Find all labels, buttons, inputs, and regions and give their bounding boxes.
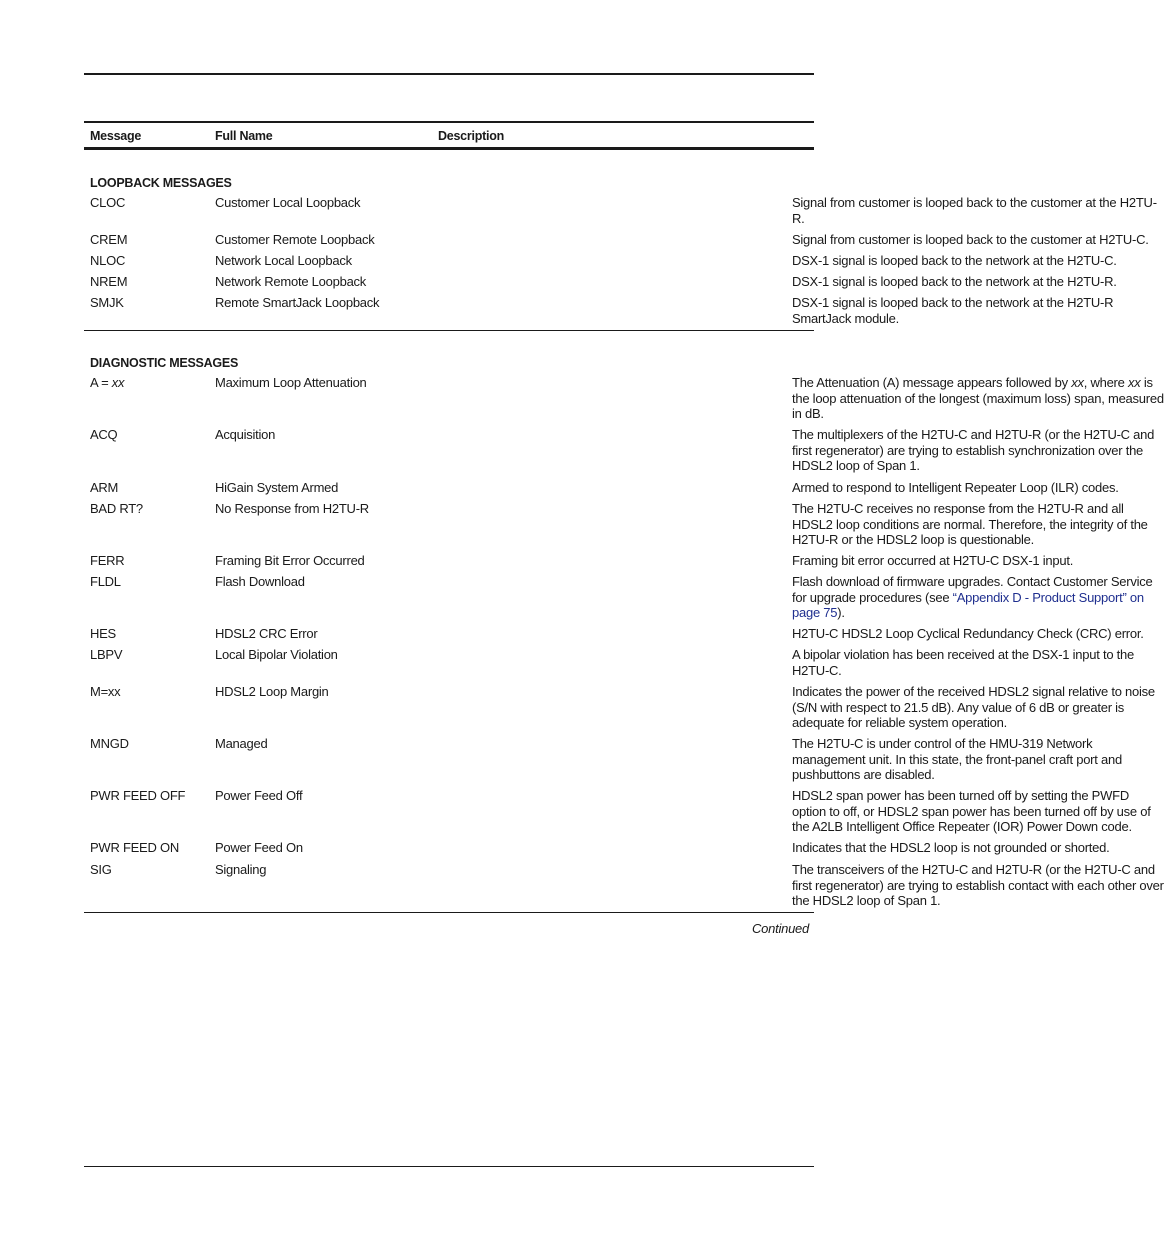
desc-text: Flash download of firmware upgrades. Contact Customer Service for upgrade procedures (see	[792, 574, 1153, 605]
full-name: No Response from H2TU-R	[215, 501, 369, 516]
full-name: HiGain System Armed	[215, 480, 339, 495]
message-code: FLDL	[90, 574, 121, 589]
message-code: PWR FEED OFF	[90, 788, 186, 803]
message-code: PWR FEED ON	[90, 840, 179, 855]
message-code: ACQ	[90, 427, 118, 442]
description: Indicates the power of the received HDSL2 signal relative to noise (S/N with respect to 21.5 dB). Any value of 6 dB or greater is adequate for reliable system operation.	[792, 684, 1155, 731]
loopback-section	[84, 150, 1157, 331]
description: Signal from customer is looped back to the customer at H2TU-C.	[792, 232, 1149, 247]
full-name: Network Remote Loopback	[215, 274, 367, 289]
header-description: Description	[438, 129, 505, 143]
full-name: Framing Bit Error Occurred	[215, 553, 365, 568]
full-name: Network Local Loopback	[215, 253, 352, 268]
messages-table	[84, 121, 1164, 913]
table-row	[84, 232, 1149, 253]
description	[792, 574, 1164, 621]
table-row	[84, 862, 1164, 909]
desc-text: The Attenuation (A) message appears followed by	[792, 375, 1072, 390]
description: Indicates that the HDSL2 loop is not grounded or shorted.	[792, 840, 1110, 855]
table-row	[84, 480, 1119, 501]
full-name: Flash Download	[215, 574, 305, 589]
full-name: Power Feed Off	[215, 788, 303, 803]
description: H2TU-C HDSL2 Loop Cyclical Redundancy Check (CRC) error.	[792, 626, 1144, 641]
description: A bipolar violation has been received at the DSX-1 input to the H2TU-C.	[792, 647, 1134, 678]
message-code: CREM	[90, 232, 128, 247]
desc-text: ).	[837, 605, 845, 621]
message-code: NLOC	[90, 253, 126, 268]
header-message: Message	[90, 129, 142, 143]
table-row	[84, 501, 1148, 553]
message-code: FERR	[90, 553, 125, 568]
table-row	[84, 840, 1110, 862]
table-row	[84, 375, 1164, 427]
message-prefix: A =	[90, 375, 112, 390]
description: The H2TU-C receives no response from the H2TU-R and all HDSL2 loop conditions are normal. Therefore, the integrity of the H2TU-R or the HDSL2 loop is questionable.	[792, 501, 1148, 548]
full-name: HDSL2 Loop Margin	[215, 684, 329, 699]
full-name: Acquisition	[215, 427, 276, 442]
message-code: SIG	[90, 862, 112, 877]
full-name: Customer Remote Loopback	[215, 232, 375, 247]
message-code: MNGD	[90, 736, 129, 751]
description: Signal from customer is looped back to the customer at the H2TU-R.	[792, 195, 1157, 226]
table-row	[84, 647, 1134, 684]
table-row	[84, 736, 1122, 788]
diagnostic-section	[84, 331, 1164, 913]
message-code: LBPV	[90, 647, 123, 662]
table-row	[84, 274, 1117, 295]
description: HDSL2 span power has been turned off by setting the PWFD option to off, or HDSL2 span power has been turned off by use of the A2LB Intelligent Office Repeater (IOR) Power Down code.	[792, 788, 1151, 835]
full-name: HDSL2 CRC Error	[215, 626, 318, 641]
description: DSX-1 signal is looped back to the network at the H2TU-C.	[792, 253, 1117, 268]
message-code: M=xx	[90, 684, 121, 699]
message-code	[90, 375, 124, 391]
message-code: HES	[90, 626, 116, 641]
table-row	[84, 574, 1153, 626]
table-row	[84, 553, 1074, 574]
section-title: DIAGNOSTIC MESSAGES	[90, 356, 239, 370]
message-code: BAD RT?	[90, 501, 143, 516]
description: DSX-1 signal is looped back to the network at the H2TU-R.	[792, 274, 1117, 289]
description: Armed to respond to Intelligent Repeater Loop (ILR) codes.	[792, 480, 1119, 495]
message-code: SMJK	[90, 295, 124, 310]
full-name: Power Feed On	[215, 840, 303, 855]
full-name: Maximum Loop Attenuation	[215, 375, 367, 390]
description: The multiplexers of the H2TU-C and H2TU-R (or the H2TU-C and first regenerator) are trying to establish synchronization over the HDSL2 loop of Span 1.	[792, 427, 1155, 474]
description	[792, 375, 1164, 422]
description: The H2TU-C is under control of the HMU-319 Network management unit. In this state, the front-panel craft port and pushbuttons are disabled.	[792, 736, 1122, 783]
description: The transceivers of the H2TU-C and H2TU-R (or the H2TU-C and first regenerator) are trying to establish contact with each other over the HDSL2 loop of Span 1.	[792, 862, 1164, 909]
table-header	[84, 121, 814, 150]
section-title: LOOPBACK MESSAGES	[90, 176, 232, 190]
desc-variable: xx	[1127, 375, 1141, 390]
description: DSX-1 signal is looped back to the network at the H2TU-R SmartJack module.	[792, 295, 1114, 326]
header-full-name: Full Name	[215, 129, 273, 143]
full-name: Local Bipolar Violation	[215, 647, 338, 662]
table-row	[84, 788, 1151, 840]
full-name: Remote SmartJack Loopback	[215, 295, 380, 310]
appendix-d-link[interactable]: “Appendix D - Product Support” on page 75	[792, 589, 1144, 621]
table-row	[84, 626, 1144, 647]
message-code: CLOC	[90, 195, 126, 210]
continued-label: Continued	[752, 921, 810, 936]
full-name: Customer Local Loopback	[215, 195, 361, 210]
desc-text: is the loop attenuation of the longest (maximum loss) span, measured in dB.	[792, 375, 1164, 422]
description: Framing bit error occurred at H2TU-C DSX-1 input.	[792, 553, 1074, 568]
full-name: Managed	[215, 736, 268, 751]
desc-variable: xx	[1071, 375, 1084, 390]
footer-rule	[84, 1166, 814, 1167]
table-row	[84, 195, 1157, 232]
table-row	[84, 427, 1155, 480]
message-code: NREM	[90, 274, 128, 289]
full-name: Signaling	[215, 862, 267, 877]
desc-text: , where	[1083, 375, 1128, 390]
table-row	[84, 684, 1155, 736]
header-rule	[84, 73, 814, 75]
table-row	[84, 295, 1114, 327]
table-row	[84, 253, 1117, 274]
message-variable: xx	[111, 375, 125, 390]
message-code: ARM	[90, 480, 119, 495]
